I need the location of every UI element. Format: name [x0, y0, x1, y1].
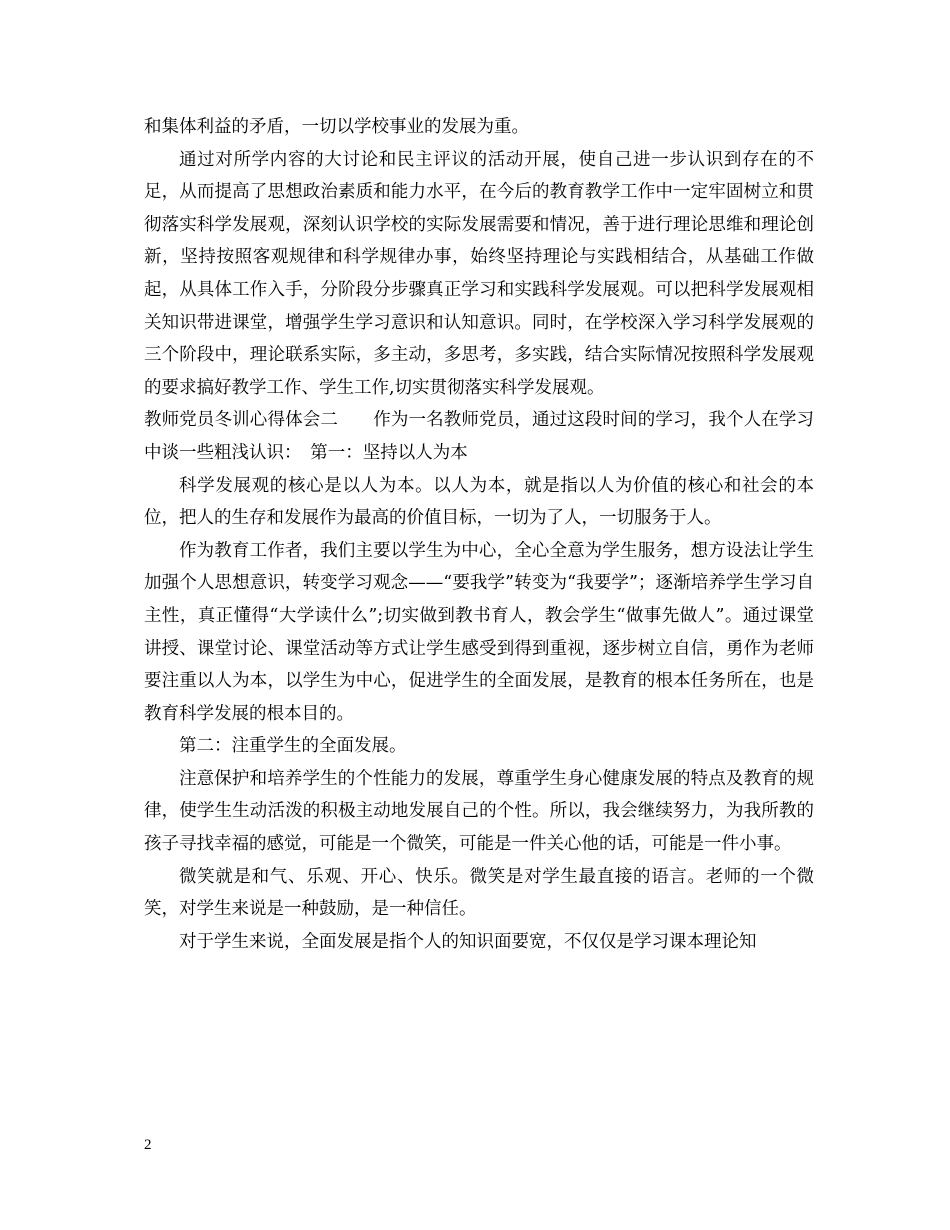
- paragraph-2: 通过对所学内容的大讨论和民主评议的活动开展，使自己进一步认识到存在的不足，从而提高了思想政治素质和能力水平，在今后的教育教学工作中一定牢固树立和贯彻落实科学发展观，深刻认识学校的实际发展需要和情况，善于进行理论思维和理论创新，坚持按照客观规律和科学规律办事，始终坚持理论与实践相结合，从基础工作做起，从具体工作入手，分阶段分步骤真正学习和实践科学发展观。可以把科学发展观相关知识带进课堂，增强学生学习意识和认知意识。同时，在学校深入学习科学发展观的三个阶段中，理论联系实际，多主动，多思考，多实践，结合实际情况按照科学发展观的要求搞好教学工作、学生工作,切实贯彻落实科学发展观。: [144, 149, 814, 398]
- paragraph-8: 微笑就是和气、乐观、开心、快乐。微笑是对学生最直接的语言。老师的一个微笑，对学生来说是一种鼓励，是一种信任。: [144, 866, 814, 920]
- paragraph-9: 对于学生来说，全面发展是指个人的知识面要宽，不仅仅是学习课本理论知: [179, 931, 757, 952]
- page-number: 2: [144, 1137, 152, 1153]
- paragraph-4: 科学发展观的核心是以人为本。以人为本，就是指以人为价值的核心和社会的本位，把人的生存和发展作为最高的价值目标，一切为了人，一切服务于人。: [144, 475, 814, 529]
- document-body: [144, 111, 814, 958]
- paragraph-1: 和集体利益的矛盾，一切以学校事业的发展为重。: [144, 117, 529, 137]
- paragraph-3-heading: 教师党员冬训心得体会二 作为一名教师党员，通过这段时间的学习，我个人在学习中谈一些粗浅认识： 第一：坚持以人为本: [144, 410, 814, 463]
- paragraph-7: 注意保护和培养学生的个性能力的发展，尊重学生身心健康发展的特点及教育的规律，使学生生动活泼的积极主动地发展自己的个性。所以，我会继续努力，为我所教的孩子寻找幸福的感觉，可能是一个微笑，可能是一件关心他的话，可能是一件小事。: [144, 768, 814, 855]
- paragraph-5: 作为教育工作者，我们主要以学生为中心，全心全意为学生服务，想方设法让学生加强个人思想意识，转变学习观念——“要我学”转变为“我要学”；逐渐培养学生学习自主性，真正懂得“大学读什么”;切实做到教书育人，教会学生“做事先做人”。通过课堂讲授、课堂讨论、课堂活动等方式让学生感受到得到重视，逐步树立自信，勇作为老师要注重以人为本，以学生为中心，促进学生的全面发展，是教育的根本任务所在，也是教育科学发展的根本目的。: [144, 540, 814, 724]
- paragraph-6: 第二：注重学生的全面发展。: [179, 736, 407, 757]
